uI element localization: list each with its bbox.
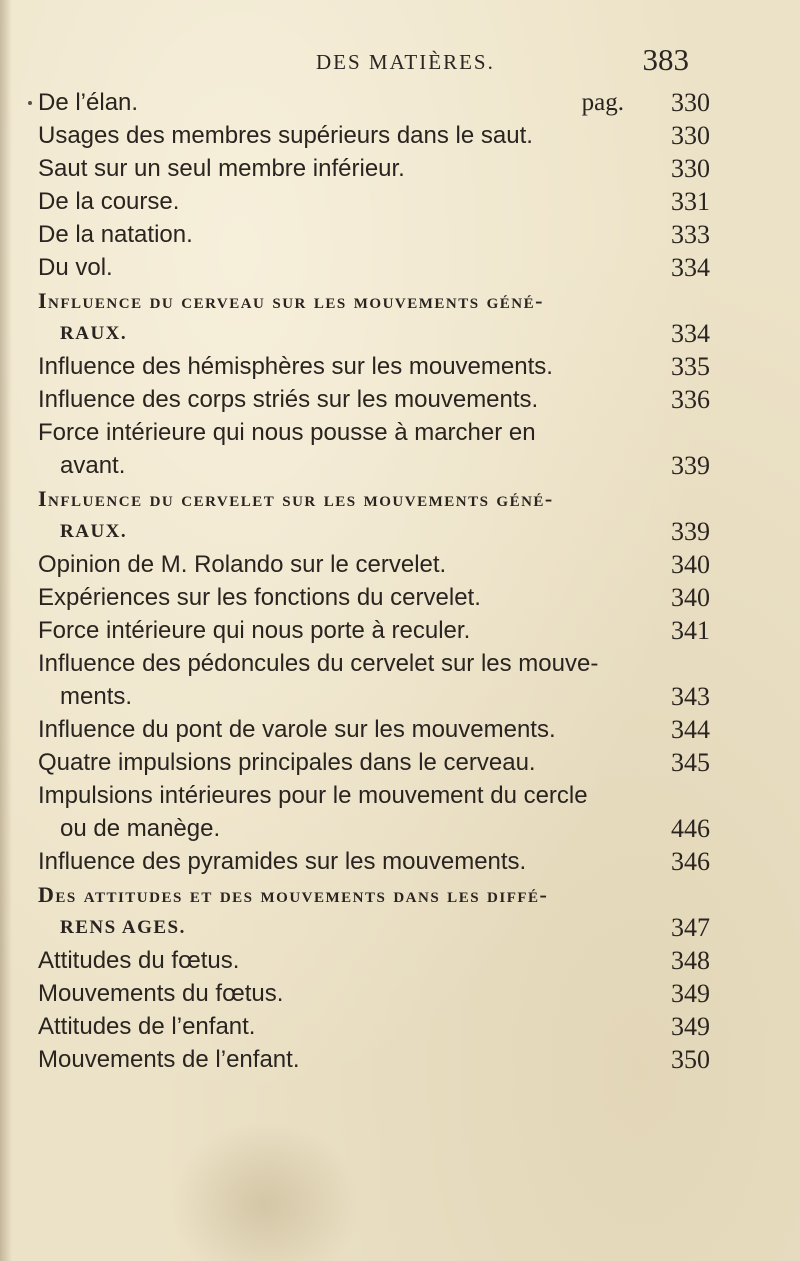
toc-entry-page: 331 bbox=[671, 187, 710, 216]
toc-entry-page: 340 bbox=[671, 583, 710, 612]
toc-entry bbox=[38, 350, 710, 383]
toc-entry-label: Attitudes du fœtus. bbox=[38, 947, 240, 974]
toc-entry-page: 336 bbox=[671, 385, 710, 414]
toc-entry-page: 347 bbox=[671, 913, 710, 942]
toc-entry-page: 330 bbox=[671, 88, 710, 117]
toc-section-heading bbox=[38, 482, 710, 515]
toc-entry-page: 341 bbox=[671, 616, 710, 645]
toc-entry-label: De la natation. bbox=[38, 221, 193, 248]
toc-entry-page: 343 bbox=[671, 682, 710, 711]
toc-entry bbox=[38, 185, 710, 218]
toc-entry-label: Expériences sur les fonctions du cervelet. bbox=[38, 584, 481, 611]
toc-entry-label: Influence du cerveau sur les mouvements géné- bbox=[38, 288, 544, 313]
toc-entry bbox=[38, 581, 710, 614]
toc-entry-label: avant. bbox=[60, 452, 126, 479]
page-number: 383 bbox=[642, 42, 689, 77]
toc-entry-label: Mouvements de l’enfant. bbox=[38, 1046, 300, 1073]
toc-entry bbox=[38, 779, 710, 812]
toc-entry bbox=[38, 416, 710, 449]
toc-entry-page: 348 bbox=[671, 946, 710, 975]
toc-entry bbox=[38, 119, 710, 152]
toc-entry bbox=[38, 152, 710, 185]
toc-entry bbox=[38, 86, 710, 119]
toc-entry bbox=[38, 383, 710, 416]
toc-entry bbox=[38, 713, 710, 746]
toc-entry-label: Usages des membres supérieurs dans le saut. bbox=[38, 122, 533, 149]
toc-entry-page: 340 bbox=[671, 550, 710, 579]
toc-entry-label: ments. bbox=[60, 683, 133, 710]
toc-entry bbox=[38, 977, 710, 1010]
toc-entry-page: 350 bbox=[671, 1045, 710, 1074]
pag-abbreviation: pag. bbox=[581, 89, 624, 116]
toc-entry-page: 330 bbox=[671, 121, 710, 150]
running-head bbox=[0, 42, 800, 90]
toc-entry-label: Quatre impulsions principales dans le cerveau. bbox=[38, 749, 536, 776]
toc-section-heading bbox=[38, 317, 710, 350]
toc-entry-page: 339 bbox=[671, 517, 710, 546]
toc-entry bbox=[38, 746, 710, 779]
toc-section-heading bbox=[38, 911, 710, 944]
toc-entry-page: 335 bbox=[671, 352, 710, 381]
toc-entry-label: Opinion de M. Rolando sur le cervelet. bbox=[38, 551, 447, 578]
toc-entry-label: Des attitudes et des mouvements dans les diffé- bbox=[38, 882, 549, 907]
toc-entry-label: Attitudes de l’enfant. bbox=[38, 1013, 256, 1040]
toc-entry bbox=[38, 218, 710, 251]
toc-entry bbox=[38, 1010, 710, 1043]
bullet-mark bbox=[28, 101, 32, 105]
toc-entry-label: De l’élan. bbox=[38, 89, 139, 116]
toc-entry-label: RENS AGES. bbox=[60, 917, 186, 938]
toc-entry-page: 345 bbox=[671, 748, 710, 777]
toc-entry-label: Influence du pont de varole sur les mouvements. bbox=[38, 716, 556, 743]
toc-entry-label: Influence des hémisphères sur les mouvements. bbox=[38, 353, 553, 380]
toc-entry bbox=[38, 944, 710, 977]
toc-entry bbox=[38, 449, 710, 482]
toc-entry-page: 334 bbox=[671, 319, 710, 348]
toc-entry-page: 330 bbox=[671, 154, 710, 183]
table-of-contents bbox=[38, 86, 710, 1076]
toc-section-heading bbox=[38, 284, 710, 317]
toc-entry-label: Influence des pédoncules du cervelet sur les mouve- bbox=[38, 650, 599, 677]
toc-entry-label: RAUX. bbox=[60, 521, 128, 542]
toc-entry-label: Du vol. bbox=[38, 254, 113, 281]
toc-entry bbox=[38, 251, 710, 284]
toc-section-heading bbox=[38, 878, 710, 911]
page-gutter-shadow bbox=[0, 0, 12, 1261]
toc-entry bbox=[38, 1043, 710, 1076]
toc-entry-page: 349 bbox=[671, 1012, 710, 1041]
toc-entry-label: Mouvements du fœtus. bbox=[38, 980, 284, 1007]
toc-entry-label: Saut sur un seul membre inférieur. bbox=[38, 155, 405, 182]
toc-entry-label: Influence des corps striés sur les mouvements. bbox=[38, 386, 539, 413]
toc-entry-label: Force intérieure qui nous porte à reculer. bbox=[38, 617, 471, 644]
toc-entry-label: Influence des pyramides sur les mouvements. bbox=[38, 848, 527, 875]
toc-entry-label: Impulsions intérieures pour le mouvement du cercle bbox=[38, 782, 588, 809]
toc-entry bbox=[38, 548, 710, 581]
toc-entry-label: Force intérieure qui nous pousse à marcher en bbox=[38, 419, 536, 446]
running-title: DES MATIÈRES. bbox=[316, 50, 495, 74]
toc-entry-page: 333 bbox=[671, 220, 710, 249]
toc-entry-label: RAUX. bbox=[60, 323, 128, 344]
toc-entry bbox=[38, 845, 710, 878]
toc-entry bbox=[38, 812, 710, 845]
toc-section-heading bbox=[38, 515, 710, 548]
toc-entry-page: 344 bbox=[671, 715, 710, 744]
toc-entry bbox=[38, 647, 710, 680]
toc-entry-page: 346 bbox=[671, 847, 710, 876]
toc-entry bbox=[38, 680, 710, 713]
toc-entry-page: 339 bbox=[671, 451, 710, 480]
toc-entry-page: 349 bbox=[671, 979, 710, 1008]
toc-entry-page: 446 bbox=[671, 814, 710, 843]
toc-entry-label: ou de manège. bbox=[60, 815, 221, 842]
toc-entry bbox=[38, 614, 710, 647]
toc-entry-label: De la course. bbox=[38, 188, 180, 215]
toc-entry-page: 334 bbox=[671, 253, 710, 282]
paper-stain bbox=[170, 1120, 360, 1261]
toc-entry-label: Influence du cervelet sur les mouvements géné- bbox=[38, 486, 554, 511]
